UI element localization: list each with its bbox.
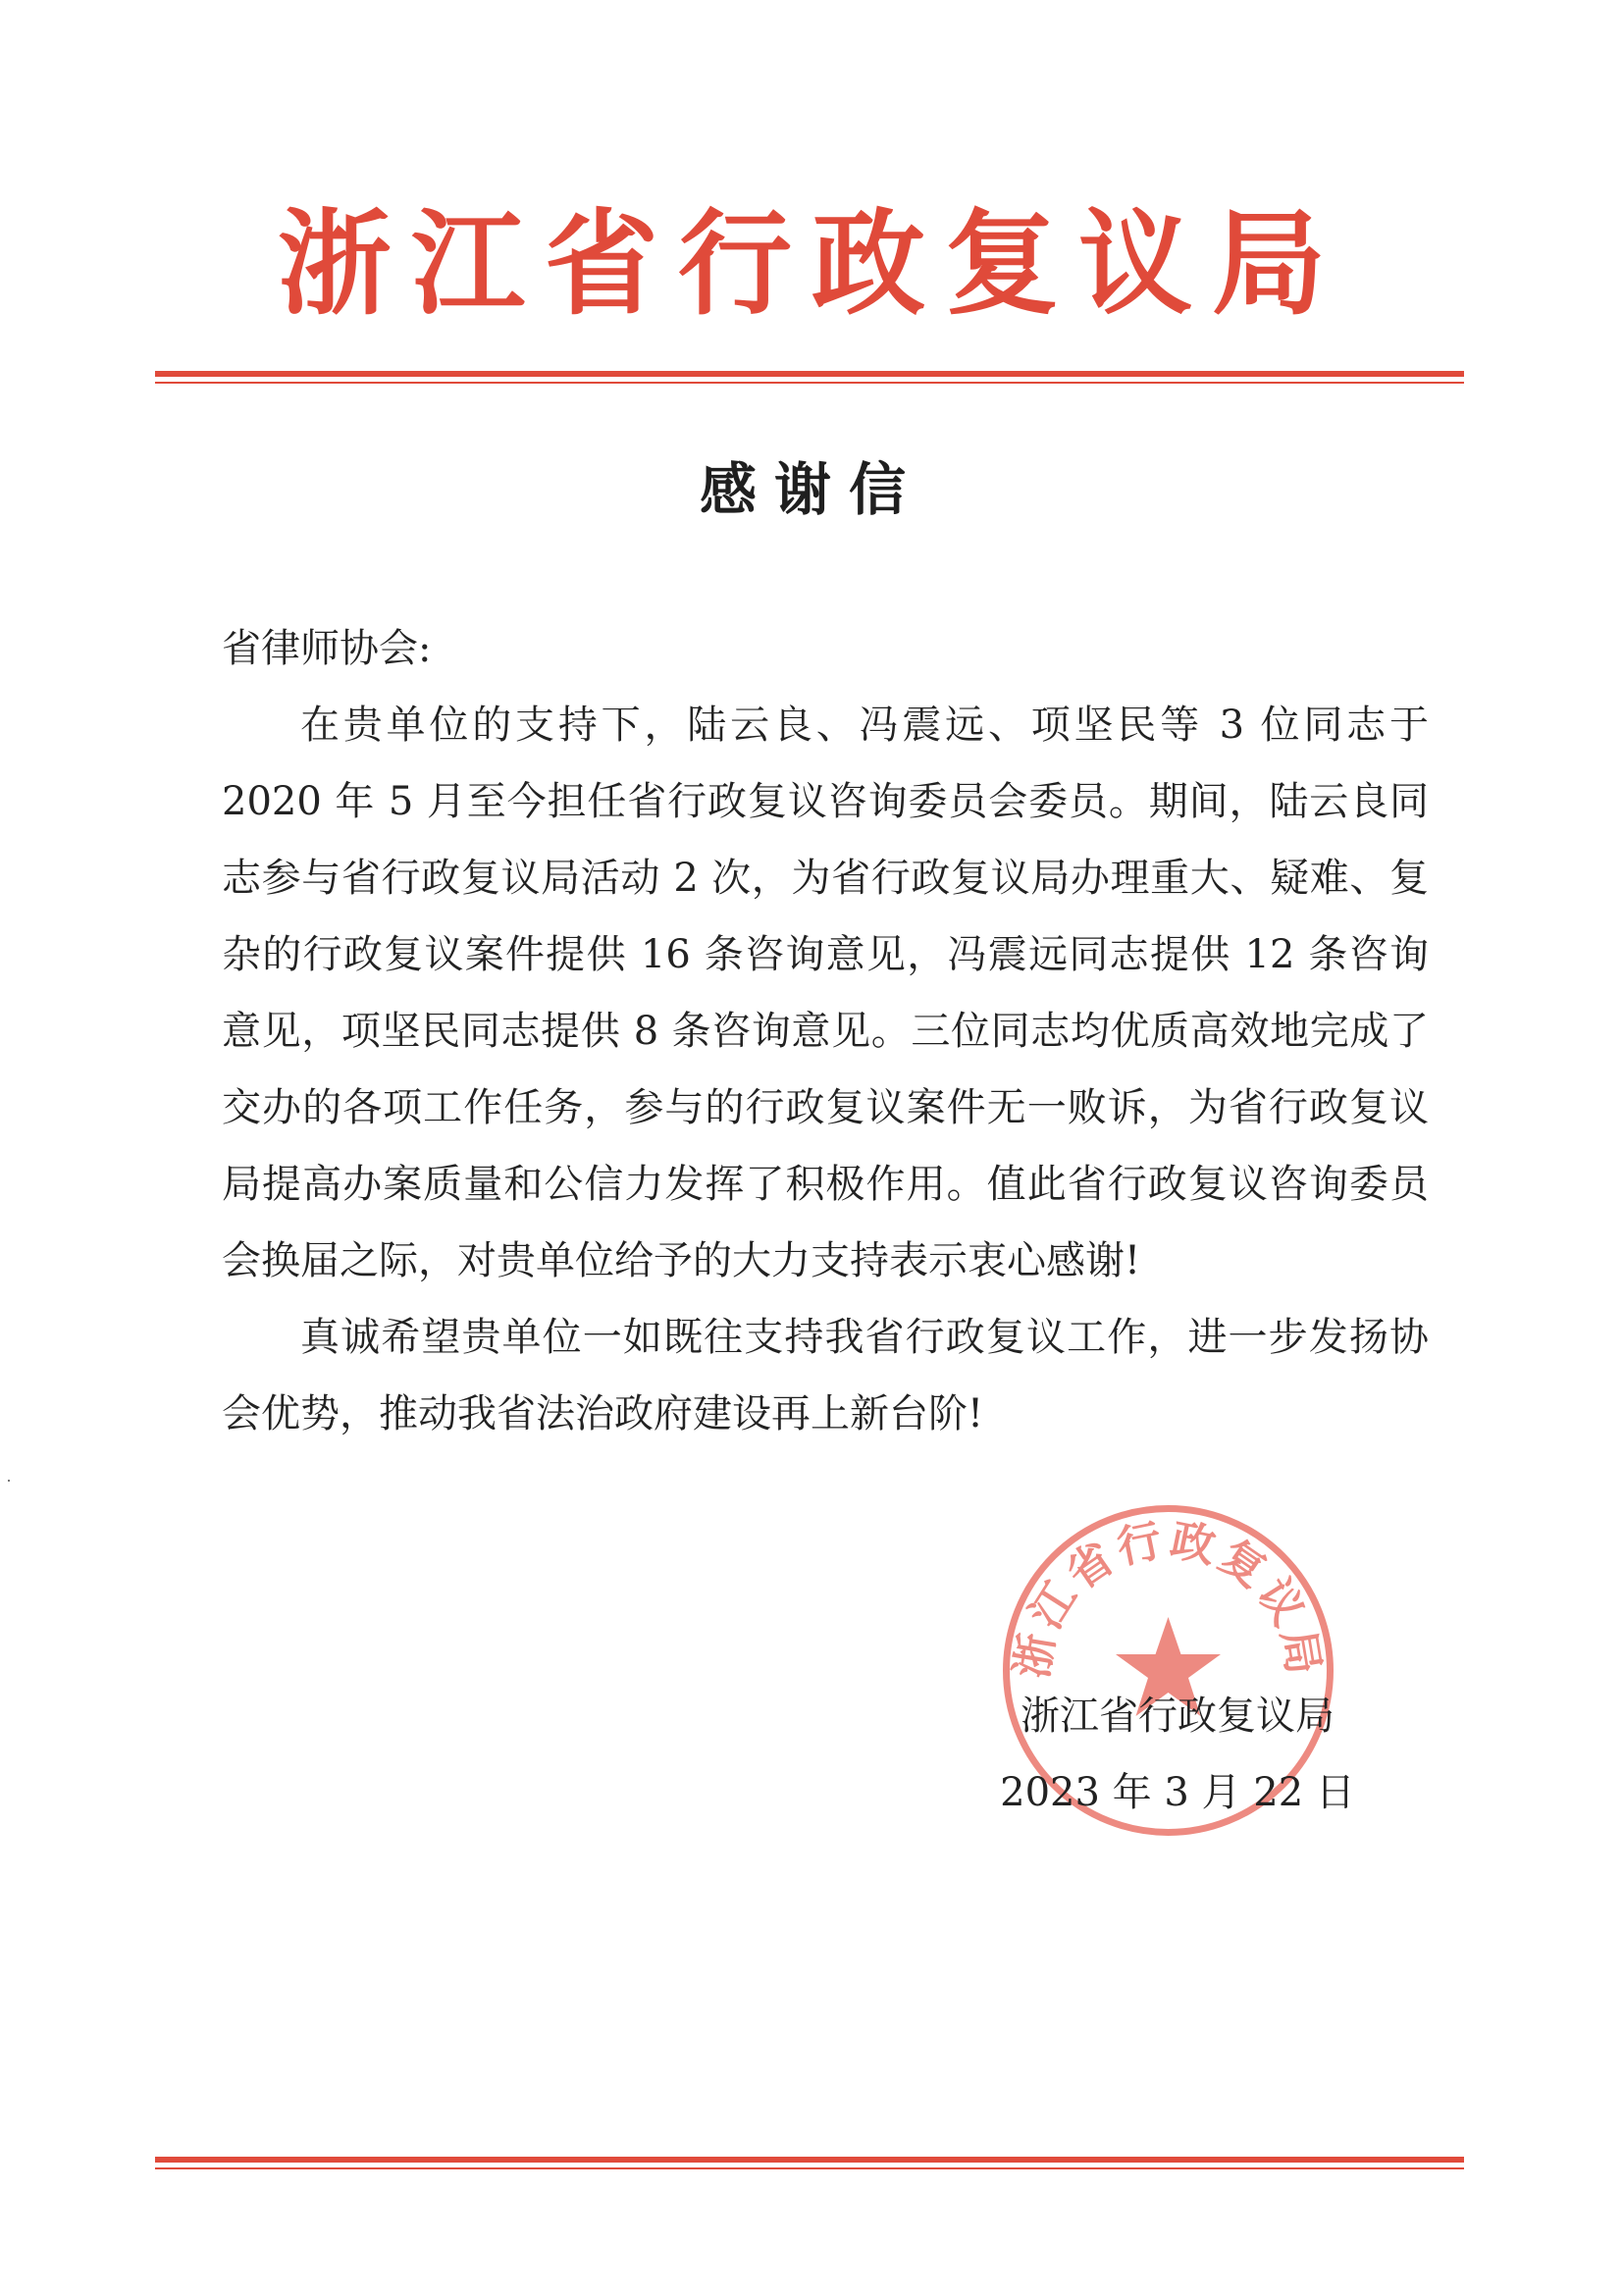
body-paragraph-2: 真诚希望贵单位一如既往支持我省行政复议工作，进一步发扬协会优势，推动我省法治政府建设再上新台阶! <box>222 1315 1429 1436</box>
signature-block <box>981 1678 1374 1831</box>
signer-name: 浙江省行政复议局 <box>1021 1694 1335 1739</box>
salutation: 省律师协会: <box>222 626 432 671</box>
scan-speck <box>8 1480 10 1482</box>
svg-text:浙江省行政复议局: 浙江省行政复议局 <box>1005 1513 1332 1683</box>
body-paragraph-1: 在贵单位的支持下，陆云良、冯震远、项坚民等 3 位同志于 2020 年 5 月至今担任省行政复议咨询委员会委员。期间，陆云良同志参与省行政复议局活动 2 次，为省行政复议局办理重大、疑难、复杂的行政复议案件提供 16 条咨询意见，冯震远同志提供 12 条咨询意见，项坚民同志提供 8 条咨询意见。三位同志均优质高效地完成了交办的各项工作任务，参与的行政复议案件无一败诉，为省行政复议局提高办案质量和公信力发挥了积极作用。值此省行政复议咨询委员会换届之际，对贵单位给予的大力支持表示衷心感谢! <box>222 703 1429 1283</box>
footer-rule <box>155 2157 1464 2169</box>
letterhead-org-name: 浙江省行政复议局 <box>278 198 1345 331</box>
letter-title: 感谢信 <box>699 456 923 523</box>
letter-body <box>222 610 1429 1452</box>
letter-date: 2023 年 3 月 22 日 <box>1000 1770 1355 1815</box>
letterhead-top-rule <box>155 371 1464 384</box>
